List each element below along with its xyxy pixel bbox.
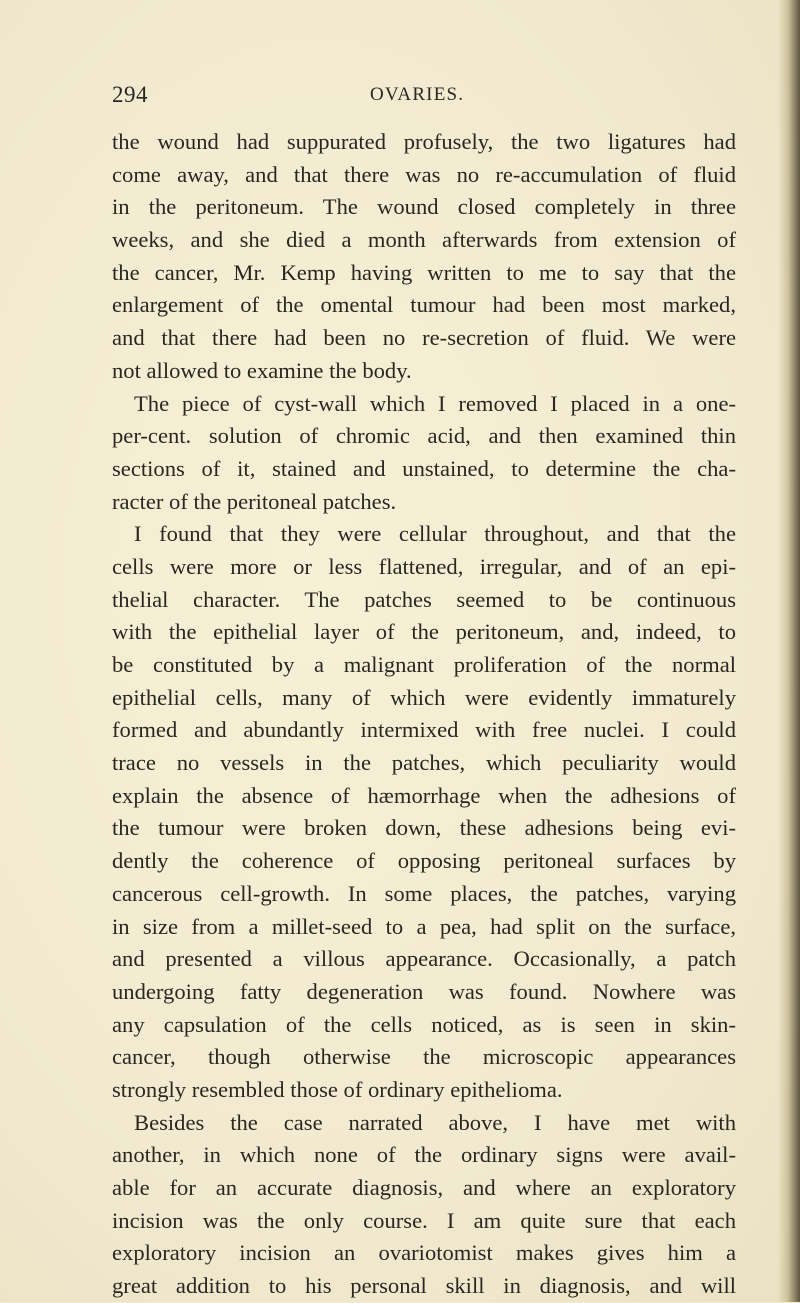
text-line: trace no vessels in the patches, which peculiarity would [112, 750, 736, 776]
text-line: weeks, and she died a month afterwards from extension of [112, 227, 736, 253]
text-line: dently the coherence of opposing peritoneal surfaces by [112, 848, 736, 874]
text-line: the cancer, Mr. Kemp having written to me to say that the [112, 259, 736, 285]
text-line: strongly resembled those of ordinary epithelioma. [112, 1076, 563, 1102]
running-head: OVARIES. [370, 84, 465, 105]
text-line: not allowed to examine the body. [112, 357, 412, 383]
text-line: racter of the peritoneal patches. [112, 488, 397, 514]
text-line: the tumour were broken down, these adhesions being evi- [112, 815, 736, 841]
text-line: any capsulation of the cells noticed, as is seen in skin- [112, 1011, 736, 1037]
text-line: come away, and that there was no re-accumulation of fluid [112, 161, 736, 187]
text-line: cancerous cell-growth. In some places, the patches, varying [112, 880, 736, 906]
text-line: incision was the only course. I am quite sure that each [112, 1207, 736, 1233]
text-line: in size from a millet-seed to a pea, had split on the surface, [112, 913, 736, 939]
text-line: be constituted by a malignant proliferation of the normal [112, 652, 736, 677]
text-line: in the peritoneum. The wound closed completely in three [112, 194, 736, 220]
body-text [112, 126, 736, 1303]
text-line: per-cent. solution of chromic acid, and then examined thin [112, 423, 736, 449]
text-line: epithelial cells, many of which were evidently immaturely [112, 684, 736, 710]
text-line: sections of it, stained and unstained, to determine the cha- [112, 455, 736, 481]
page-header [112, 82, 724, 112]
text-line: The piece of cyst-wall which I removed I placed in a one- [134, 390, 736, 416]
text-line: and that there had been no re-secretion of fluid. We were [112, 325, 736, 351]
text-line: formed and abundantly intermixed with free nuclei. I could [112, 717, 736, 743]
text-line: great addition to his personal skill in diagnosis, and will [112, 1273, 736, 1299]
text-line: and presented a villous appearance. Occasionally, a patch [112, 946, 736, 972]
text-line: undergoing fatty degeneration was found. Nowhere was [112, 978, 736, 1004]
text-line: explain the absence of hæmorrhage when the adhesions of [112, 782, 736, 808]
text-line: another, in which none of the ordinary signs were avail- [112, 1142, 736, 1168]
page-edge-shadow [778, 0, 800, 1302]
text-line: Besides the case narrated above, I have met with [134, 1109, 736, 1135]
text-line: the wound had suppurated profusely, the two ligatures had [112, 129, 736, 154]
page-number: 294 [112, 82, 148, 107]
text-line: cancer, though otherwise the microscopic appearances [112, 1044, 736, 1070]
text-line: able for an accurate diagnosis, and where an exploratory [112, 1175, 736, 1200]
text-line: cells were more or less flattened, irregular, and of an epi- [112, 553, 736, 579]
text-line: thelial character. The patches seemed to be continuous [112, 586, 736, 612]
text-line: with the epithelial layer of the peritoneum, and, indeed, to [112, 619, 736, 645]
text-line: exploratory incision an ovariotomist makes gives him a [112, 1240, 736, 1266]
text-line: enlargement of the omental tumour had been most marked, [112, 292, 736, 318]
text-line: I found that they were cellular throughout, and that the [134, 521, 736, 547]
